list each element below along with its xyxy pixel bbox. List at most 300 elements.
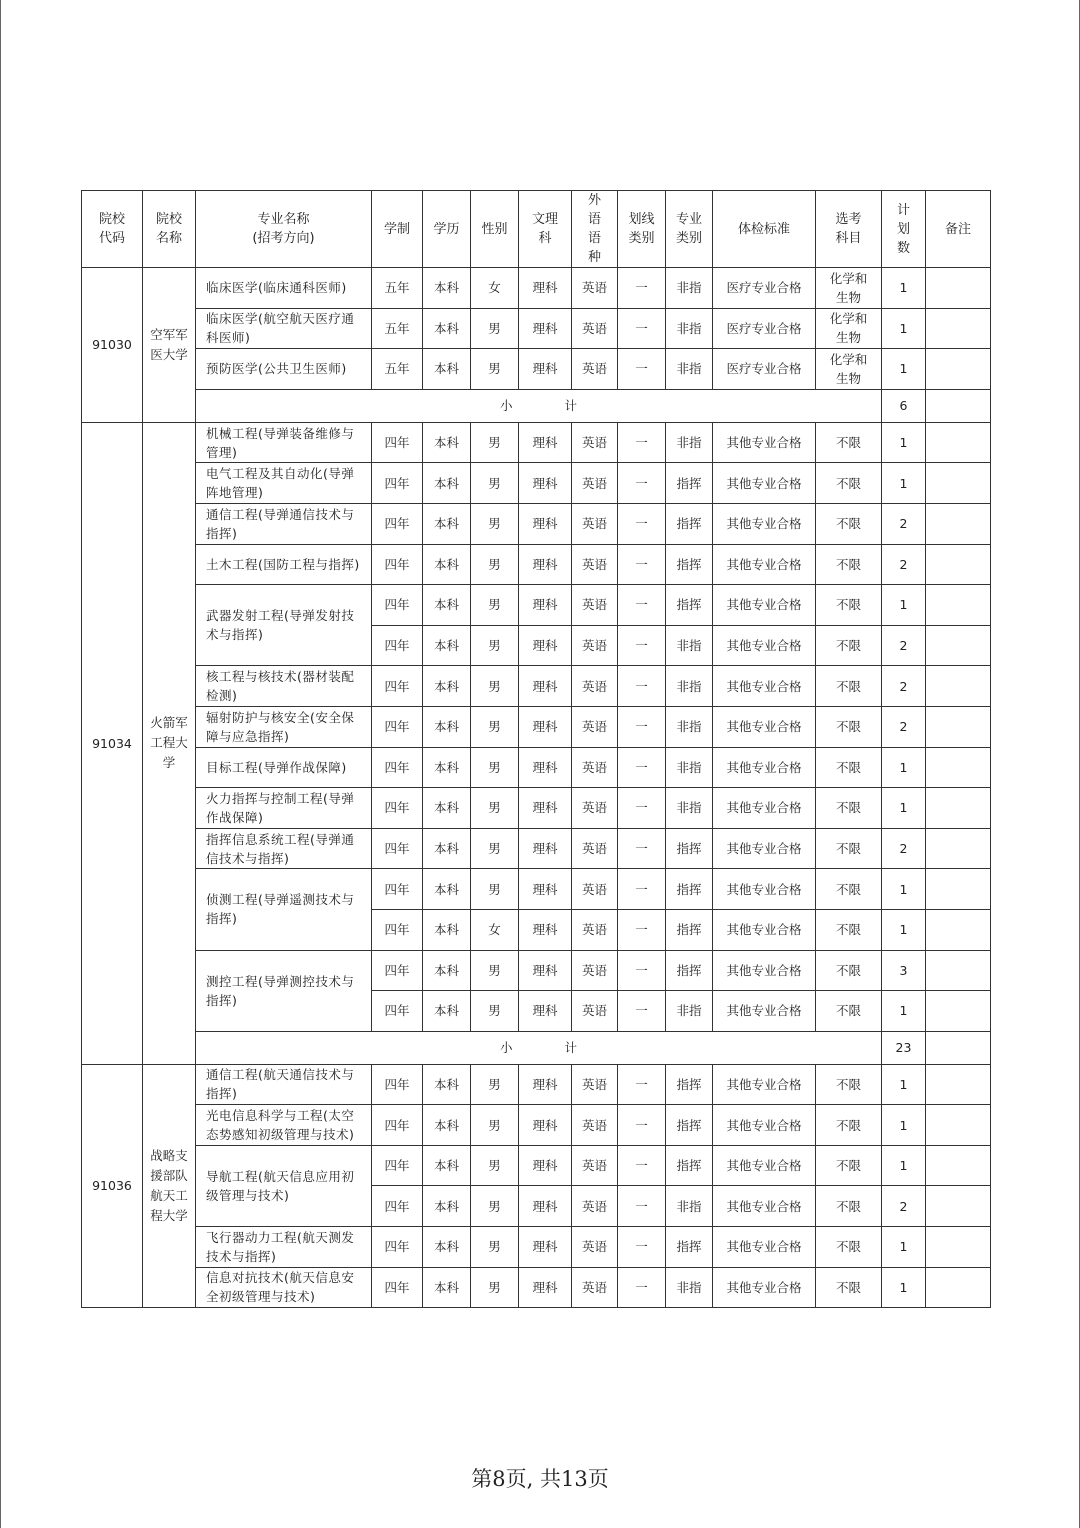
table-row	[82, 544, 991, 585]
cell-plan: 1	[882, 349, 926, 390]
major-name: 土木工程(国防工程与指挥)	[196, 544, 372, 585]
cell-language: 英语	[572, 503, 618, 544]
cell-degree: 本科	[423, 544, 471, 585]
cell-subjects: 不限	[816, 991, 882, 1032]
cell-years: 四年	[372, 1064, 423, 1105]
cell-degree: 本科	[423, 1267, 471, 1308]
cell-track: 理科	[519, 991, 572, 1032]
cell-note	[926, 268, 991, 309]
cell-category: 指挥	[666, 828, 713, 869]
cell-physical: 其他专业合格	[713, 1227, 816, 1268]
cell-language: 英语	[572, 747, 618, 788]
header-language: 外语语种	[572, 191, 618, 268]
cell-category: 指挥	[666, 950, 713, 991]
cell-note	[926, 1267, 991, 1308]
cell-plan: 2	[882, 1186, 926, 1227]
cell-plan: 2	[882, 503, 926, 544]
cell-line: 一	[618, 1267, 666, 1308]
major-name: 辐射防护与核安全(安全保障与应急指挥)	[196, 706, 372, 747]
cell-physical: 其他专业合格	[713, 909, 816, 950]
cell-category: 非指	[666, 308, 713, 349]
school-code: 91036	[82, 1064, 143, 1308]
cell-track: 理科	[519, 1145, 572, 1186]
cell-degree: 本科	[423, 1186, 471, 1227]
cell-note	[926, 950, 991, 991]
header-note: 备注	[926, 191, 991, 268]
header-subjects: 选考科目	[816, 191, 882, 268]
cell-line: 一	[618, 422, 666, 463]
cell-language: 英语	[572, 666, 618, 707]
cell-physical: 其他专业合格	[713, 625, 816, 666]
cell-line: 一	[618, 503, 666, 544]
cell-years: 四年	[372, 463, 423, 504]
table-row	[82, 463, 991, 504]
header-major-sub: (招考方向)	[252, 231, 315, 246]
header-name: 院校名称	[143, 191, 196, 268]
cell-subjects: 不限	[816, 585, 882, 626]
subtotal-value: 23	[882, 1031, 926, 1064]
cell-subjects: 不限	[816, 706, 882, 747]
subtotal-value: 6	[882, 389, 926, 422]
cell-physical: 其他专业合格	[713, 544, 816, 585]
cell-track: 理科	[519, 625, 572, 666]
cell-plan: 2	[882, 544, 926, 585]
cell-physical: 其他专业合格	[713, 666, 816, 707]
cell-category: 非指	[666, 1267, 713, 1308]
cell-gender: 男	[471, 422, 519, 463]
cell-degree: 本科	[423, 950, 471, 991]
header-major-title: 专业名称	[257, 212, 310, 227]
cell-subjects: 不限	[816, 1227, 882, 1268]
cell-line: 一	[618, 1227, 666, 1268]
cell-language: 英语	[572, 788, 618, 829]
subtotal-label-right: 计	[564, 398, 578, 414]
cell-line: 一	[618, 828, 666, 869]
cell-language: 英语	[572, 585, 618, 626]
table-row	[82, 1105, 991, 1146]
cell-years: 四年	[372, 869, 423, 910]
cell-degree: 本科	[423, 909, 471, 950]
cell-years: 五年	[372, 308, 423, 349]
cell-gender: 男	[471, 788, 519, 829]
cell-line: 一	[618, 463, 666, 504]
cell-years: 四年	[372, 585, 423, 626]
cell-track: 理科	[519, 666, 572, 707]
cell-note	[926, 747, 991, 788]
cell-language: 英语	[572, 991, 618, 1032]
cell-note	[926, 788, 991, 829]
cell-years: 四年	[372, 1105, 423, 1146]
cell-track: 理科	[519, 1186, 572, 1227]
subtotal-label	[196, 1031, 882, 1064]
cell-years: 四年	[372, 666, 423, 707]
cell-category: 指挥	[666, 1227, 713, 1268]
cell-note	[926, 1064, 991, 1105]
cell-language: 英语	[572, 1064, 618, 1105]
cell-line: 一	[618, 1145, 666, 1186]
cell-category: 非指	[666, 349, 713, 390]
cell-track: 理科	[519, 585, 572, 626]
cell-note	[926, 1145, 991, 1186]
cell-line: 一	[618, 349, 666, 390]
cell-line: 一	[618, 268, 666, 309]
cell-years: 四年	[372, 625, 423, 666]
cell-category: 非指	[666, 268, 713, 309]
major-name: 电气工程及其自动化(导弹阵地管理)	[196, 463, 372, 504]
cell-line: 一	[618, 909, 666, 950]
cell-gender: 男	[471, 625, 519, 666]
cell-track: 理科	[519, 1064, 572, 1105]
cell-gender: 男	[471, 503, 519, 544]
cell-note	[926, 1186, 991, 1227]
header-line: 划线类别	[618, 191, 666, 268]
cell-track: 理科	[519, 268, 572, 309]
header-degree: 学历	[423, 191, 471, 268]
cell-line: 一	[618, 706, 666, 747]
major-name: 测控工程(导弹测控技术与指挥)	[196, 950, 372, 1031]
cell-note	[926, 544, 991, 585]
cell-years: 四年	[372, 544, 423, 585]
cell-physical: 其他专业合格	[713, 788, 816, 829]
subtotal-row	[82, 389, 991, 422]
cell-track: 理科	[519, 503, 572, 544]
cell-physical: 其他专业合格	[713, 422, 816, 463]
cell-gender: 女	[471, 909, 519, 950]
cell-note	[926, 828, 991, 869]
header-code: 院校代码	[82, 191, 143, 268]
cell-years: 四年	[372, 909, 423, 950]
cell-gender: 男	[471, 828, 519, 869]
cell-language: 英语	[572, 1227, 618, 1268]
cell-physical: 其他专业合格	[713, 585, 816, 626]
cell-subjects: 不限	[816, 625, 882, 666]
cell-line: 一	[618, 585, 666, 626]
cell-subjects: 不限	[816, 1064, 882, 1105]
cell-years: 四年	[372, 1267, 423, 1308]
table-row	[82, 268, 991, 309]
school-name: 战略支援部队航天工程大学	[143, 1064, 196, 1308]
cell-physical: 其他专业合格	[713, 828, 816, 869]
cell-subjects: 化学和生物	[816, 268, 882, 309]
cell-track: 理科	[519, 1227, 572, 1268]
cell-physical: 其他专业合格	[713, 503, 816, 544]
cell-note	[926, 349, 991, 390]
cell-plan: 1	[882, 463, 926, 504]
school-code: 91034	[82, 422, 143, 1064]
cell-subjects: 不限	[816, 950, 882, 991]
cell-plan: 1	[882, 909, 926, 950]
cell-physical: 医疗专业合格	[713, 349, 816, 390]
major-name: 临床医学(航空航天医疗通科医师)	[196, 308, 372, 349]
cell-category: 指挥	[666, 1105, 713, 1146]
cell-gender: 男	[471, 544, 519, 585]
cell-track: 理科	[519, 950, 572, 991]
cell-degree: 本科	[423, 788, 471, 829]
cell-subjects: 不限	[816, 666, 882, 707]
cell-physical: 医疗专业合格	[713, 268, 816, 309]
cell-plan: 1	[882, 1267, 926, 1308]
major-name: 通信工程(航天通信技术与指挥)	[196, 1064, 372, 1105]
major-name: 核工程与核技术(器材装配检测)	[196, 666, 372, 707]
cell-degree: 本科	[423, 585, 471, 626]
cell-years: 四年	[372, 991, 423, 1032]
cell-years: 四年	[372, 747, 423, 788]
cell-track: 理科	[519, 788, 572, 829]
cell-note	[926, 503, 991, 544]
cell-degree: 本科	[423, 1227, 471, 1268]
major-name: 临床医学(临床通科医师)	[196, 268, 372, 309]
cell-physical: 其他专业合格	[713, 869, 816, 910]
table-row	[82, 1064, 991, 1105]
cell-line: 一	[618, 869, 666, 910]
cell-degree: 本科	[423, 422, 471, 463]
cell-track: 理科	[519, 349, 572, 390]
cell-line: 一	[618, 1064, 666, 1105]
cell-years: 四年	[372, 788, 423, 829]
cell-line: 一	[618, 950, 666, 991]
table-row	[82, 1267, 991, 1308]
table-row	[82, 585, 991, 626]
cell-category: 非指	[666, 1186, 713, 1227]
subtotal-note	[926, 1031, 991, 1064]
cell-line: 一	[618, 666, 666, 707]
cell-track: 理科	[519, 828, 572, 869]
cell-subjects: 化学和生物	[816, 349, 882, 390]
cell-subjects: 不限	[816, 503, 882, 544]
subtotal-label-left: 小	[499, 1040, 513, 1056]
cell-plan: 1	[882, 422, 926, 463]
header-years: 学制	[372, 191, 423, 268]
school-name: 空军军医大学	[143, 268, 196, 423]
cell-language: 英语	[572, 349, 618, 390]
major-name: 预防医学(公共卫生医师)	[196, 349, 372, 390]
cell-degree: 本科	[423, 747, 471, 788]
cell-subjects: 化学和生物	[816, 308, 882, 349]
cell-language: 英语	[572, 544, 618, 585]
cell-line: 一	[618, 308, 666, 349]
cell-degree: 本科	[423, 666, 471, 707]
cell-plan: 1	[882, 308, 926, 349]
cell-degree: 本科	[423, 869, 471, 910]
cell-subjects: 不限	[816, 747, 882, 788]
cell-language: 英语	[572, 1186, 618, 1227]
cell-subjects: 不限	[816, 544, 882, 585]
school-code: 91030	[82, 268, 143, 423]
cell-note	[926, 625, 991, 666]
cell-subjects: 不限	[816, 1145, 882, 1186]
cell-plan: 1	[882, 747, 926, 788]
table-body	[82, 268, 991, 1308]
cell-note	[926, 869, 991, 910]
cell-plan: 1	[882, 1064, 926, 1105]
cell-plan: 1	[882, 268, 926, 309]
major-name: 火力指挥与控制工程(导弹作战保障)	[196, 788, 372, 829]
cell-line: 一	[618, 625, 666, 666]
table-row	[82, 422, 991, 463]
cell-degree: 本科	[423, 991, 471, 1032]
table-row	[82, 666, 991, 707]
table-row	[82, 828, 991, 869]
table-row	[82, 1227, 991, 1268]
cell-category: 指挥	[666, 1064, 713, 1105]
cell-language: 英语	[572, 1267, 618, 1308]
cell-physical: 其他专业合格	[713, 991, 816, 1032]
cell-plan: 2	[882, 828, 926, 869]
cell-line: 一	[618, 747, 666, 788]
major-name: 飞行器动力工程(航天测发技术与指挥)	[196, 1227, 372, 1268]
cell-track: 理科	[519, 747, 572, 788]
cell-gender: 男	[471, 666, 519, 707]
table-row	[82, 747, 991, 788]
cell-category: 指挥	[666, 585, 713, 626]
cell-category: 非指	[666, 422, 713, 463]
cell-plan: 2	[882, 706, 926, 747]
cell-gender: 男	[471, 950, 519, 991]
header-track: 文理科	[519, 191, 572, 268]
cell-gender: 男	[471, 1145, 519, 1186]
cell-gender: 男	[471, 349, 519, 390]
cell-degree: 本科	[423, 268, 471, 309]
cell-degree: 本科	[423, 1105, 471, 1146]
cell-track: 理科	[519, 308, 572, 349]
cell-plan: 1	[882, 991, 926, 1032]
cell-years: 四年	[372, 1227, 423, 1268]
cell-subjects: 不限	[816, 869, 882, 910]
cell-subjects: 不限	[816, 1105, 882, 1146]
cell-gender: 男	[471, 869, 519, 910]
cell-category: 非指	[666, 991, 713, 1032]
major-name: 目标工程(导弹作战保障)	[196, 747, 372, 788]
cell-subjects: 不限	[816, 909, 882, 950]
cell-category: 非指	[666, 706, 713, 747]
cell-subjects: 不限	[816, 463, 882, 504]
cell-language: 英语	[572, 1105, 618, 1146]
cell-years: 五年	[372, 349, 423, 390]
cell-subjects: 不限	[816, 1267, 882, 1308]
cell-track: 理科	[519, 1267, 572, 1308]
cell-track: 理科	[519, 463, 572, 504]
cell-plan: 3	[882, 950, 926, 991]
cell-category: 非指	[666, 788, 713, 829]
cell-physical: 医疗专业合格	[713, 308, 816, 349]
cell-language: 英语	[572, 950, 618, 991]
cell-physical: 其他专业合格	[713, 1267, 816, 1308]
cell-plan: 1	[882, 1145, 926, 1186]
cell-gender: 男	[471, 1186, 519, 1227]
cell-gender: 男	[471, 706, 519, 747]
page-edge-left	[0, 0, 1, 1528]
cell-track: 理科	[519, 706, 572, 747]
cell-subjects: 不限	[816, 422, 882, 463]
major-name: 光电信息科学与工程(太空态势感知初级管理与技术)	[196, 1105, 372, 1146]
school-name: 火箭军工程大学	[143, 422, 196, 1064]
cell-years: 四年	[372, 1145, 423, 1186]
cell-physical: 其他专业合格	[713, 1186, 816, 1227]
major-name: 机械工程(导弹装备维修与管理)	[196, 422, 372, 463]
major-name: 信息对抗技术(航天信息安全初级管理与技术)	[196, 1267, 372, 1308]
header-plan: 计划数	[882, 191, 926, 268]
cell-years: 四年	[372, 422, 423, 463]
cell-track: 理科	[519, 1105, 572, 1146]
cell-years: 四年	[372, 828, 423, 869]
cell-years: 四年	[372, 1186, 423, 1227]
cell-language: 英语	[572, 308, 618, 349]
major-name: 侦测工程(导弹遥测技术与指挥)	[196, 869, 372, 950]
cell-physical: 其他专业合格	[713, 706, 816, 747]
cell-degree: 本科	[423, 625, 471, 666]
cell-category: 指挥	[666, 869, 713, 910]
major-name: 导航工程(航天信息应用初级管理与技术)	[196, 1145, 372, 1226]
header-gender: 性别	[471, 191, 519, 268]
cell-gender: 男	[471, 1105, 519, 1146]
header-row	[82, 191, 991, 268]
cell-note	[926, 1105, 991, 1146]
cell-track: 理科	[519, 544, 572, 585]
cell-subjects: 不限	[816, 1186, 882, 1227]
cell-physical: 其他专业合格	[713, 1105, 816, 1146]
page-footer: 第8页, 共13页	[471, 1467, 609, 1491]
cell-language: 英语	[572, 1145, 618, 1186]
cell-physical: 其他专业合格	[713, 747, 816, 788]
cell-note	[926, 422, 991, 463]
cell-line: 一	[618, 544, 666, 585]
cell-years: 四年	[372, 950, 423, 991]
subtotal-note	[926, 389, 991, 422]
cell-years: 五年	[372, 268, 423, 309]
cell-language: 英语	[572, 463, 618, 504]
cell-gender: 男	[471, 463, 519, 504]
cell-plan: 2	[882, 666, 926, 707]
cell-gender: 男	[471, 1227, 519, 1268]
cell-category: 指挥	[666, 544, 713, 585]
cell-language: 英语	[572, 869, 618, 910]
cell-note	[926, 706, 991, 747]
cell-years: 四年	[372, 503, 423, 544]
cell-years: 四年	[372, 706, 423, 747]
cell-line: 一	[618, 1105, 666, 1146]
cell-subjects: 不限	[816, 828, 882, 869]
header-category: 专业类别	[666, 191, 713, 268]
cell-category: 非指	[666, 747, 713, 788]
header-major	[196, 191, 372, 268]
cell-plan: 1	[882, 1227, 926, 1268]
cell-line: 一	[618, 788, 666, 829]
cell-language: 英语	[572, 909, 618, 950]
cell-gender: 女	[471, 268, 519, 309]
subtotal-label-right: 计	[564, 1040, 578, 1056]
subtotal-label	[196, 389, 882, 422]
cell-category: 指挥	[666, 463, 713, 504]
cell-category: 非指	[666, 666, 713, 707]
cell-gender: 男	[471, 747, 519, 788]
enrollment-plan-table	[81, 190, 991, 1308]
cell-degree: 本科	[423, 463, 471, 504]
cell-gender: 男	[471, 1267, 519, 1308]
cell-category: 指挥	[666, 1145, 713, 1186]
table-row	[82, 706, 991, 747]
cell-category: 指挥	[666, 503, 713, 544]
cell-physical: 其他专业合格	[713, 1064, 816, 1105]
cell-note	[926, 909, 991, 950]
cell-line: 一	[618, 1186, 666, 1227]
cell-subjects: 不限	[816, 788, 882, 829]
cell-gender: 男	[471, 1064, 519, 1105]
cell-track: 理科	[519, 869, 572, 910]
major-name: 武器发射工程(导弹发射技术与指挥)	[196, 585, 372, 666]
cell-physical: 其他专业合格	[713, 1145, 816, 1186]
table-row	[82, 869, 991, 910]
cell-track: 理科	[519, 422, 572, 463]
